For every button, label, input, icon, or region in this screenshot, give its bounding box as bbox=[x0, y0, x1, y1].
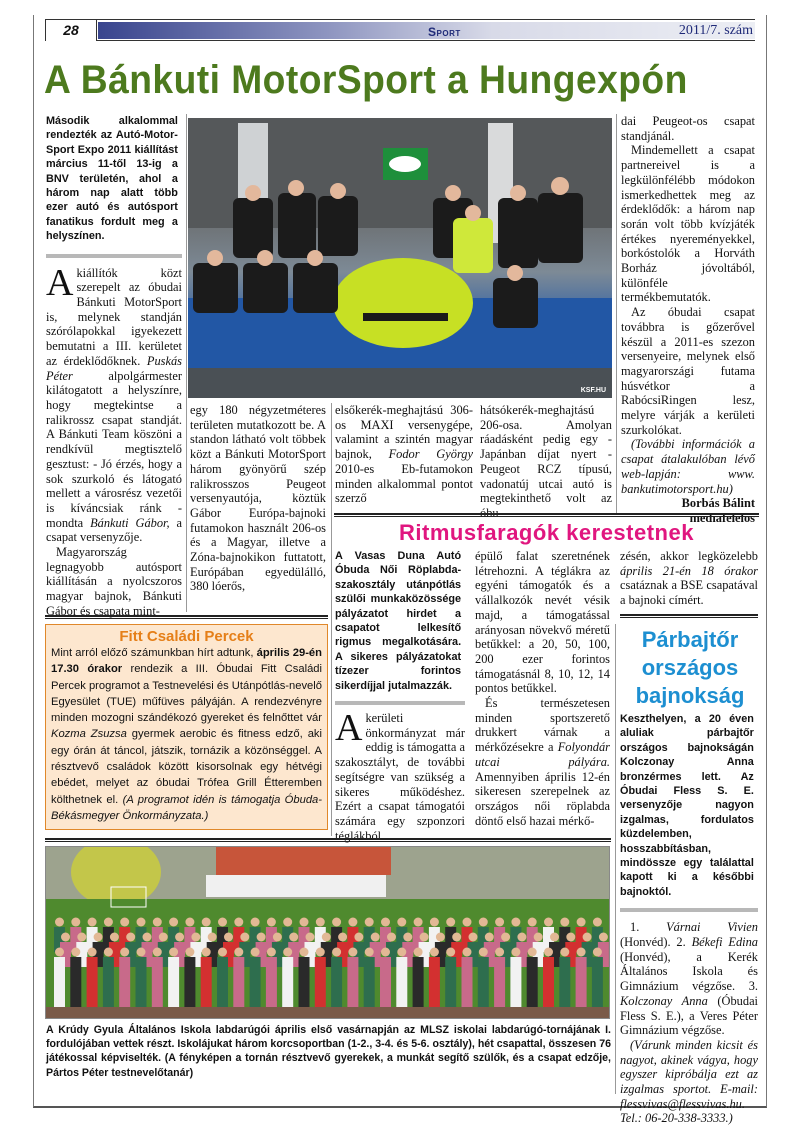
child-figure bbox=[478, 957, 489, 1007]
child-head bbox=[414, 918, 423, 927]
page-header bbox=[45, 19, 755, 41]
parbajtor-lead: Keszthelyen, a 20 éven aluliak párbajtőr országos bajnokságán Kolczonay Anna bronzérmes lett. Az Óbudai Fless S. E. versenyzője nagyon izgalmas, fordulatos küzdelemben, hosszabbításban, mindössze egy találattal kapott ki a későbbi bajnoktól. bbox=[620, 713, 754, 898]
child-head bbox=[137, 918, 146, 927]
drop-cap: A bbox=[46, 261, 74, 304]
child-head bbox=[120, 918, 129, 927]
child-head bbox=[354, 933, 363, 942]
child-head bbox=[566, 933, 575, 942]
child-figure bbox=[119, 957, 130, 1007]
drop-cap: A bbox=[335, 707, 363, 750]
article-separator bbox=[334, 513, 759, 517]
child-head bbox=[159, 933, 168, 942]
child-head bbox=[143, 933, 152, 942]
child-head bbox=[436, 933, 445, 942]
ritmus-col-1 bbox=[335, 549, 465, 843]
child-head bbox=[479, 918, 488, 927]
child-figure bbox=[527, 957, 538, 1007]
child-head bbox=[463, 948, 472, 957]
child-head bbox=[511, 948, 520, 957]
child-figure bbox=[282, 957, 293, 1007]
child-figure bbox=[103, 957, 114, 1007]
child-head bbox=[528, 948, 537, 957]
child-head bbox=[544, 918, 553, 927]
main-article-paragraph: A kiállítók közt szerepelt az óbudai Bánkuti MotorSport is, melynek standján szórólapokkal igyekezett bemutatni a III. kerületet az érdeklődőknek. Puskás Péter alpolgármester kilátogatott a helyszínre, hogy megtekintse a ralikrossz csapat standját. A Bánkuti Team köszöni a rendkívül megtisztelő gesztust: - Jó érzés, hogy a sok szurkoló és látogató mellett a városrész vezetői is kíváncsiak ránk - mondta Bánkuti Gábor, a csapat versenyzője. bbox=[46, 261, 183, 545]
child-head bbox=[153, 918, 162, 927]
child-head bbox=[332, 948, 341, 957]
child-head bbox=[593, 918, 602, 927]
person-name: Fodor György bbox=[388, 447, 474, 462]
child-figure bbox=[136, 957, 147, 1007]
child-head bbox=[267, 948, 276, 957]
child-head bbox=[202, 918, 211, 927]
child-head bbox=[240, 933, 249, 942]
child-head bbox=[61, 933, 70, 942]
child-head bbox=[593, 948, 602, 957]
main-headline: A Bánkuti MotorSport a Hungexpón bbox=[44, 58, 688, 102]
child-head bbox=[430, 948, 439, 957]
child-head bbox=[517, 933, 526, 942]
child-head bbox=[300, 948, 309, 957]
child-head bbox=[218, 948, 227, 957]
child-figure bbox=[217, 957, 228, 1007]
ritmus-headline: Ritmusfaragók kerestetnek bbox=[399, 520, 694, 545]
column-divider bbox=[186, 114, 187, 612]
main-article-lead: Második alkalommal rendezték az Autó-Motor-Sport Expo 2011 kiállítást március 11-től 13-ig a BNV területén, ahol a három nap alatt több ezer autó és autósport fanatikus fordult meg a helyszínen. bbox=[46, 115, 178, 243]
child-head bbox=[251, 918, 260, 927]
child-figure bbox=[184, 957, 195, 1007]
header-gradient-bar bbox=[98, 22, 755, 39]
child-head bbox=[397, 948, 406, 957]
child-head bbox=[218, 918, 227, 927]
event-date: április 29-én 17.30 órakor bbox=[51, 647, 322, 676]
main-article-col-3 bbox=[335, 403, 473, 506]
child-head bbox=[446, 948, 455, 957]
fitt-box-body: Mint arról előző számunkban hírt adtunk, április 29-én 17.30 órakor rendezik a III. Óbudai Fitt Családi Percek programot a Testnevelési és Utánpótlás-nevelő Egyesület (TUE) műfüves pályáján. A rendezvényre minden mozogni szándékozó gyereket és felnőttet vár Kozma Zsuzsa gyermek aerobic és fitness edző, aki egy órán át táncol, játszik, tornázik a közönséggel. A résztvevő családok között kisorsolnak egy hétvégi ebédet, melyet az óbudai Trófea Grill Étteremben költhetnek el. (A programot idén is támogatja Óbuda-Békásmegyer Önkormányzata.) bbox=[51, 647, 322, 822]
parbajtor-headline: Párbajtőr országos bajnokság bbox=[635, 627, 745, 708]
child-head bbox=[348, 948, 357, 957]
child-figure bbox=[331, 957, 342, 1007]
child-head bbox=[381, 948, 390, 957]
child-head bbox=[577, 918, 586, 927]
main-article-paragraph: dai Peugeot-os csapat standjánál. bbox=[621, 114, 755, 143]
lead-separator bbox=[335, 701, 465, 705]
child-head bbox=[208, 933, 217, 942]
child-head bbox=[169, 918, 178, 927]
main-article-paragraph: Mindemellett a csapat partnereivel is a legkülönfélébb módokon ismerkedhettek meg az érdeklődők: a három nap során volt több kvízjáték értékes nyereményekkel, borkóstolók a Horváth Borház jóvoltából, különféle termékbemutatók. bbox=[621, 143, 755, 305]
ritmus-lead: A Vasas Duna Autó Óbuda Női Röplabda-szakosztály utánpótlás szülői munkaközössége pályázatot hirdet a csapatot lelkesítő rigmus megalkotására. A sikeres pályázatokat tízezer forintos sikerdíjjal jutalmazzák. bbox=[335, 550, 462, 692]
child-figure bbox=[347, 957, 358, 1007]
child-head bbox=[306, 933, 315, 942]
article-separator bbox=[45, 838, 611, 842]
child-head bbox=[120, 948, 129, 957]
child-head bbox=[365, 948, 374, 957]
child-head bbox=[414, 948, 423, 957]
football-team-photo bbox=[45, 846, 610, 1019]
child-head bbox=[169, 948, 178, 957]
child-head bbox=[126, 933, 135, 942]
child-head bbox=[485, 933, 494, 942]
child-head bbox=[316, 948, 325, 957]
child-figure bbox=[576, 957, 587, 1007]
expo-team-photo-illustration bbox=[188, 118, 612, 398]
child-head bbox=[397, 918, 406, 927]
child-figure bbox=[201, 957, 212, 1007]
article-separator bbox=[45, 615, 328, 619]
main-article-col-1 bbox=[46, 114, 182, 619]
child-figure bbox=[364, 957, 375, 1007]
person-name: Bánkuti Gábor, bbox=[90, 515, 170, 530]
main-article-col-2 bbox=[190, 403, 326, 594]
child-figure bbox=[315, 957, 326, 1007]
website-note: (További információk a csapat átalakulóban lévő web-lapján: www. bankutimotorsport.hu) bbox=[621, 437, 755, 496]
child-head bbox=[446, 918, 455, 927]
child-figure bbox=[510, 957, 521, 1007]
child-head bbox=[104, 918, 113, 927]
child-figure bbox=[429, 957, 440, 1007]
issue-number: 2011/7. szám bbox=[678, 23, 753, 38]
child-figure bbox=[250, 957, 261, 1007]
child-head bbox=[300, 918, 309, 927]
child-head bbox=[332, 918, 341, 927]
lead-separator bbox=[620, 908, 758, 912]
contact-note: (Várunk minden kicsit és nagyot, akinek vágya, hogy egyszer kipróbálja ezt az izgalmas sportot. E-mail: flessvivas@flessvivas.hu. Tel.: 06-20-338-3333.) bbox=[620, 1037, 758, 1126]
child-head bbox=[202, 948, 211, 957]
author-role: médiafelelős bbox=[689, 510, 755, 525]
main-article-col-5 bbox=[621, 114, 755, 526]
child-head bbox=[322, 933, 331, 942]
child-figure bbox=[543, 957, 554, 1007]
child-figure bbox=[462, 957, 473, 1007]
child-figure bbox=[152, 957, 163, 1007]
child-head bbox=[77, 933, 86, 942]
child-head bbox=[452, 933, 461, 942]
child-head bbox=[511, 918, 520, 927]
person-name: Puskás Péter bbox=[46, 353, 182, 383]
child-head bbox=[55, 948, 64, 957]
child-head bbox=[316, 918, 325, 927]
child-head bbox=[479, 948, 488, 957]
child-figure bbox=[396, 957, 407, 1007]
author-name: Borbás Bálint bbox=[681, 496, 755, 511]
article-separator bbox=[620, 614, 758, 618]
child-head bbox=[88, 948, 97, 957]
child-head bbox=[153, 948, 162, 957]
child-head bbox=[257, 933, 266, 942]
child-head bbox=[583, 933, 592, 942]
child-head bbox=[550, 933, 559, 942]
child-head bbox=[599, 933, 608, 942]
lead-separator bbox=[46, 254, 182, 258]
child-head bbox=[88, 918, 97, 927]
child-head bbox=[420, 933, 429, 942]
child-head bbox=[191, 933, 200, 942]
child-head bbox=[234, 918, 243, 927]
main-article-paragraph: Az óbudai csapat továbbra is gőzerővel készül a 2011-es szezon versenyeire, melynek első magyarországi futama húsvétkor a RabócsiRingen lesz, melyre várják a kerületi szurkolókat. bbox=[621, 305, 755, 437]
column-divider bbox=[616, 114, 617, 514]
main-article-paragraph: elsőkerék-meghajtású 306-os MAXI versenygépe, valamint a szintén magyar bajnok, Fodor György 2010-es Eb-futamokon minden alkalommal pontot szerző bbox=[335, 403, 474, 506]
child-head bbox=[234, 948, 243, 957]
photo-credit: KSF.HU bbox=[580, 387, 606, 394]
child-head bbox=[283, 918, 292, 927]
child-head bbox=[137, 948, 146, 957]
child-figure bbox=[559, 957, 570, 1007]
child-head bbox=[534, 933, 543, 942]
expo-team-photo bbox=[188, 118, 612, 398]
child-figure bbox=[380, 957, 391, 1007]
child-head bbox=[185, 918, 194, 927]
child-head bbox=[463, 918, 472, 927]
child-figure bbox=[233, 957, 244, 1007]
child-head bbox=[71, 918, 80, 927]
child-head bbox=[495, 948, 504, 957]
child-head bbox=[289, 933, 298, 942]
child-figure bbox=[413, 957, 424, 1007]
child-head bbox=[348, 918, 357, 927]
parbajtor-col bbox=[620, 712, 758, 1126]
fitt-csaladi-percek-box bbox=[45, 624, 328, 830]
child-figure bbox=[54, 957, 65, 1007]
child-figure bbox=[592, 957, 603, 1007]
child-figure bbox=[445, 957, 456, 1007]
child-figure bbox=[299, 957, 310, 1007]
section-label: Sport bbox=[428, 25, 461, 39]
child-head bbox=[469, 933, 478, 942]
child-head bbox=[94, 933, 103, 942]
child-head bbox=[560, 948, 569, 957]
ritmus-col-3 bbox=[620, 549, 758, 608]
child-head bbox=[495, 918, 504, 927]
column-divider bbox=[331, 546, 332, 836]
sponsor-note: (A programot idén is támogatja Óbuda-Békásmegyer Önkormányzata.) bbox=[51, 793, 322, 822]
child-head bbox=[560, 918, 569, 927]
main-article-col-4 bbox=[480, 403, 612, 521]
child-figure bbox=[266, 957, 277, 1007]
child-figure bbox=[87, 957, 98, 1007]
child-head bbox=[403, 933, 412, 942]
child-head bbox=[430, 918, 439, 927]
football-team-photo-illustration bbox=[46, 847, 610, 1019]
child-head bbox=[224, 933, 233, 942]
child-head bbox=[175, 933, 184, 942]
venue-name: Folyondár utcai pályára. bbox=[475, 740, 610, 769]
child-figure bbox=[494, 957, 505, 1007]
main-article-paragraph: Magyarország legnagyobb autósport kiállításán a nyolcszoros magyar bajnok, Bánkuti Gábor és csapata mint- bbox=[46, 545, 182, 618]
football-photo-caption: A Krúdy Gyula Általános Iskola labdarúgói április első vasárnapján az MLSZ iskolai labdarúgó-tornájának I. fordulójában vettek részt. Iskolájukat három korcsoportban (1-2., 3-4. és 5-6. osztály), hét csapattal, összesen 76 játékossal képviselték. (A fényképen a tornán résztvevő gyerekek, a munkát segítő szülők, és a csapat edzője, Pártos Péter testnevelőtanár) bbox=[46, 1024, 611, 1079]
child-head bbox=[251, 948, 260, 957]
match-date: április 21-én 18 órakor bbox=[620, 563, 758, 578]
child-figure bbox=[70, 957, 81, 1007]
column-divider bbox=[615, 624, 616, 1094]
results-paragraph: 1. Várnai Vivien (Honvéd). 2. Békefi Edina (Honvéd), a Kerék Általános Iskola és Gimnázium végzőse. 3. Kolczonay Anna (Óbudai Fless S. E.), a Veres Péter Gimnázium végzőse. bbox=[620, 920, 759, 1038]
child-head bbox=[267, 918, 276, 927]
child-head bbox=[185, 948, 194, 957]
child-head bbox=[283, 948, 292, 957]
child-head bbox=[577, 948, 586, 957]
person-name: Kozma Zsuzsa bbox=[51, 728, 127, 741]
child-head bbox=[365, 918, 374, 927]
page-number: 28 bbox=[45, 20, 97, 41]
ritmus-paragraph: épülő falat szeretnének létrehozni. A téglákra az egyéni támogatók és a vállalkozók nevét vésik majd, a támogatással arányosan növekvő méretű betűkkel: a 20, 50, 100, 200 ezer forintos támogatásnál 8, 10, 12, 14 pontos betűkkel. bbox=[475, 549, 610, 696]
child-head bbox=[528, 918, 537, 927]
ritmus-paragraph: A kerületi önkormányzat már eddig is támogatta a szakosztályt, de további segítségre van szükség a sikeres működéshez. Ezért a csapat támogatói számára egy szponzori téglákból bbox=[335, 707, 465, 843]
fitt-box-title: Fitt Családi Percek bbox=[119, 628, 254, 645]
child-head bbox=[381, 918, 390, 927]
child-head bbox=[273, 933, 282, 942]
child-head bbox=[104, 948, 113, 957]
main-article-paragraph: hátsókerék-meghajtású 206-osa. Amolyan ráadásként pedig egy - Japánban díjat nyert - Peugeot RCZ típusú, vadonatúj utcai autó is megtekinthető volt az óbu- bbox=[480, 403, 612, 520]
child-head bbox=[338, 933, 347, 942]
ritmus-paragraph: És természetesen minden sportszerető drukkert várnak a mérkőzésekre a Folyondár utcai pályára. Amennyiben április 12-én sikeresen szerepelnek az országos női röplabda döntő első hazai mérkő- bbox=[475, 696, 610, 828]
child-head bbox=[55, 918, 64, 927]
child-head bbox=[544, 948, 553, 957]
main-article-paragraph: egy 180 négyzetméteres területen mutatkozott be. A standon látható volt többek közt a Bánkuti MotorSport három gyönyörű szép ralikrosszos Peugeot versenyautója, köztük Gábor Európa-bajnoki futamokon használt 206-os és a Magyar, illetve a Zóna-bajnokikon futtatott, Európában egyedülálló, 380 lóerős, bbox=[190, 403, 326, 594]
child-figure bbox=[168, 957, 179, 1007]
ritmus-col-2 bbox=[475, 549, 610, 828]
ritmus-paragraph: zésén, akkor legközelebb április 21-én 18 órakor csatáznak a BSE csapatával a bajnoki címért. bbox=[620, 549, 758, 608]
child-head bbox=[371, 933, 380, 942]
child-head bbox=[71, 948, 80, 957]
child-head bbox=[387, 933, 396, 942]
child-head bbox=[501, 933, 510, 942]
child-head bbox=[110, 933, 119, 942]
